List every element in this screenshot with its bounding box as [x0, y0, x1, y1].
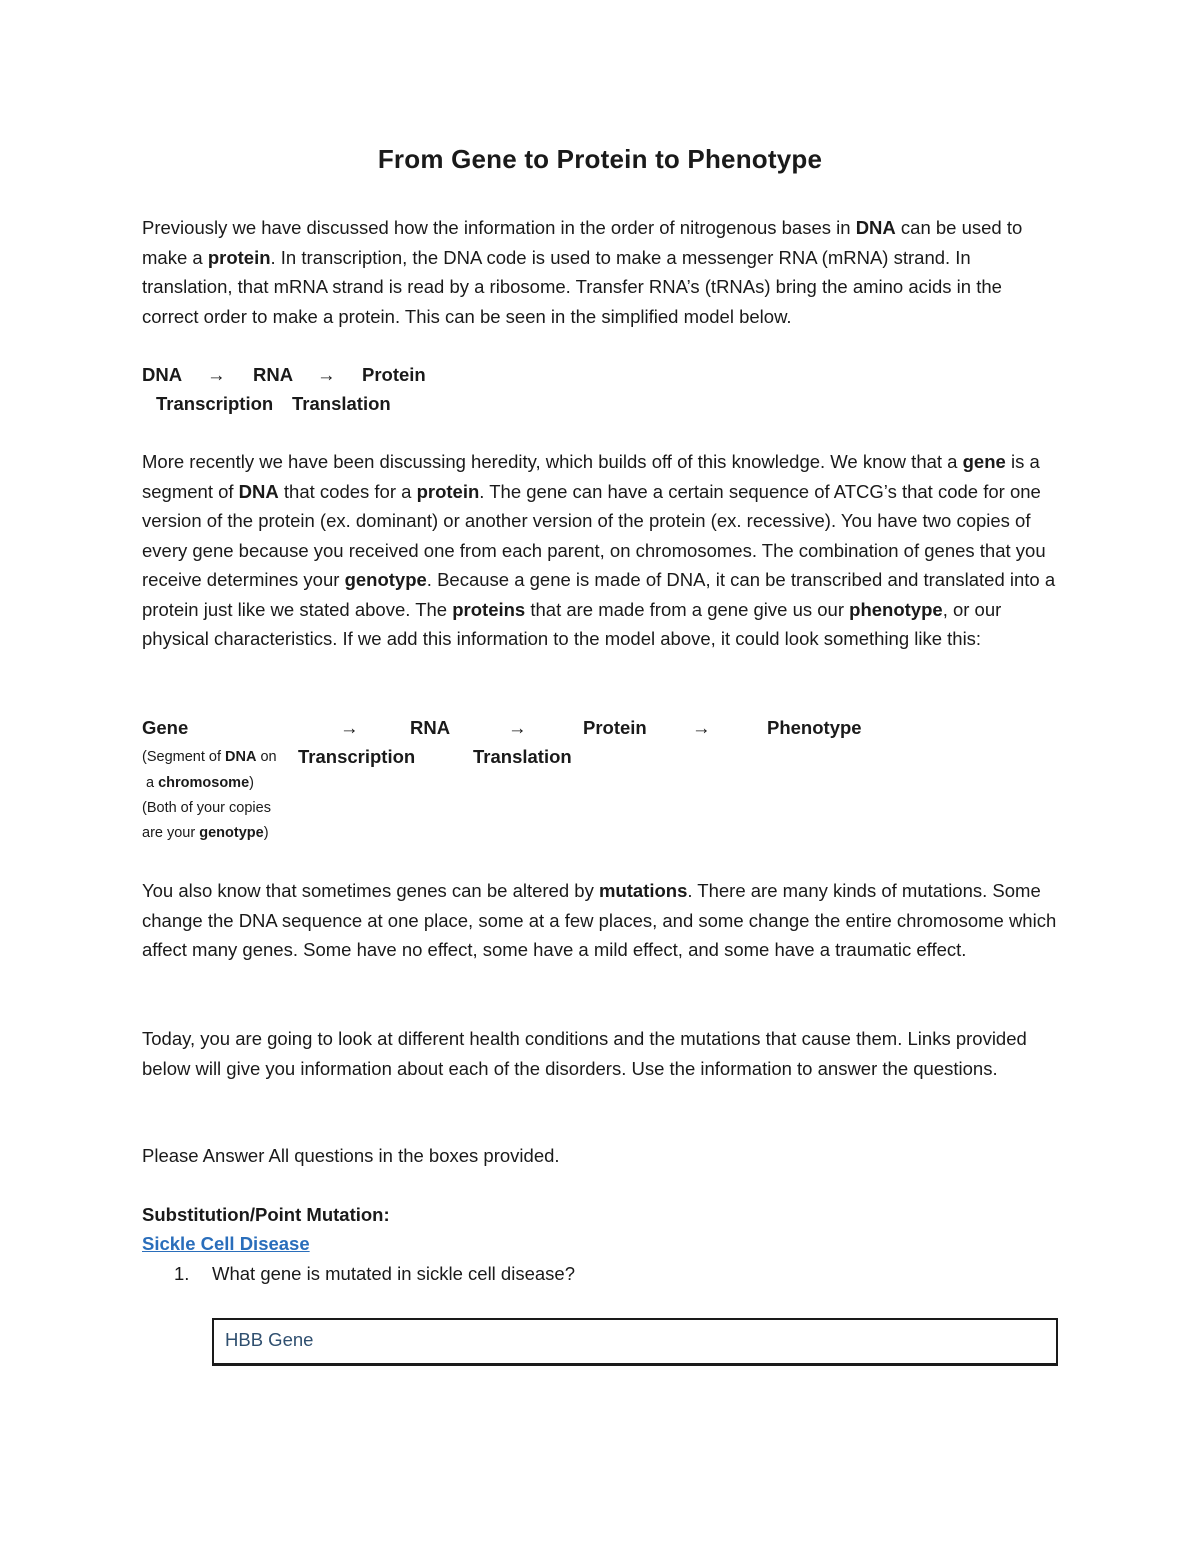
- model-transcription: Transcription: [298, 746, 416, 767]
- model-phenotype: Phenotype: [767, 717, 862, 738]
- section-link-wrapper: [142, 1229, 1062, 1259]
- heredity-paragraph: More recently we have been discussing heredity, which builds off of this knowledge. We know that a gene is a segment of DNA that codes for a protein. The gene can have a certain sequence of ATCG’s that code for one version of the protein (ex. dominant) or another version of the protein (ex. recessive). You have two copies of every gene because you received one from each parent, on chromosomes. The combination of genes that you receive determines your genotype. Because a gene is made of DNA, it can be transcribed and translated into a protein just like we stated above. The proteins that are made from a gene give us our phenotype, or our physical characteristics. If we add this information to the model above, it could look something like this:: [142, 451, 1056, 649]
- arrow-icon: →: [207, 364, 226, 385]
- sickle-cell-link[interactable]: Sickle Cell Disease: [142, 1233, 310, 1254]
- model-rna: RNA: [410, 717, 451, 738]
- mutations-paragraph: You also know that sometimes genes can be altered by mutations. There are many kinds of mutations. Some change the DNA sequence at one place, some at a few places, and some change the entire chromosome which affect many genes. Some have no effect, some have a mild effect, and some have a traumatic effect.: [142, 880, 1057, 960]
- arrow-icon: →: [340, 717, 359, 738]
- arrow-icon: →: [508, 717, 527, 738]
- intro-paragraph: Previously we have discussed how the information in the order of nitrogenous bases in DNA can be used to make a protein. In transcription, the DNA code is used to make a messenger RNA (mRNA) strand. In translation, that mRNA strand is read by a ribosome. Transfer RNA’s (tRNAs) bring the amino acids in the correct order to make a protein. This can be seen in the simplified model below.: [142, 217, 1023, 327]
- gene-note-line2: a chromosome): [146, 775, 254, 791]
- model-protein: Protein: [362, 364, 426, 385]
- today-paragraph: Today, you are going to look at different health conditions and the mutations that cause them. Links provided below will give you information about each of the disorders. Use the information to answer the questions.: [142, 1028, 1027, 1079]
- model-gene: Gene: [142, 717, 189, 738]
- gene-note-line3: (Both of your copies: [142, 800, 271, 816]
- answer-box[interactable]: [212, 1318, 1058, 1366]
- section-heading: Substitution/Point Mutation:: [142, 1204, 390, 1225]
- model-translation: Translation: [292, 393, 391, 414]
- gene-note-line1: (Segment of DNA on: [142, 749, 277, 765]
- question-text: What gene is mutated in sickle cell disease?: [212, 1263, 575, 1284]
- model-rna: RNA: [253, 364, 294, 385]
- answer-text[interactable]: HBB Gene: [225, 1329, 314, 1350]
- question-number: 1.: [174, 1263, 190, 1284]
- page-title: From Gene to Protein to Phenotype: [377, 144, 823, 174]
- model-transcription: Transcription: [156, 393, 274, 414]
- instruction-text: Please Answer All questions in the boxes provided.: [142, 1145, 560, 1166]
- model-dna: DNA: [142, 364, 183, 385]
- model-protein: Protein: [583, 717, 647, 738]
- arrow-icon: →: [692, 717, 711, 738]
- model-translation: Translation: [473, 746, 572, 767]
- arrow-icon: →: [317, 364, 336, 385]
- gene-note-line4: are your genotype): [142, 825, 269, 841]
